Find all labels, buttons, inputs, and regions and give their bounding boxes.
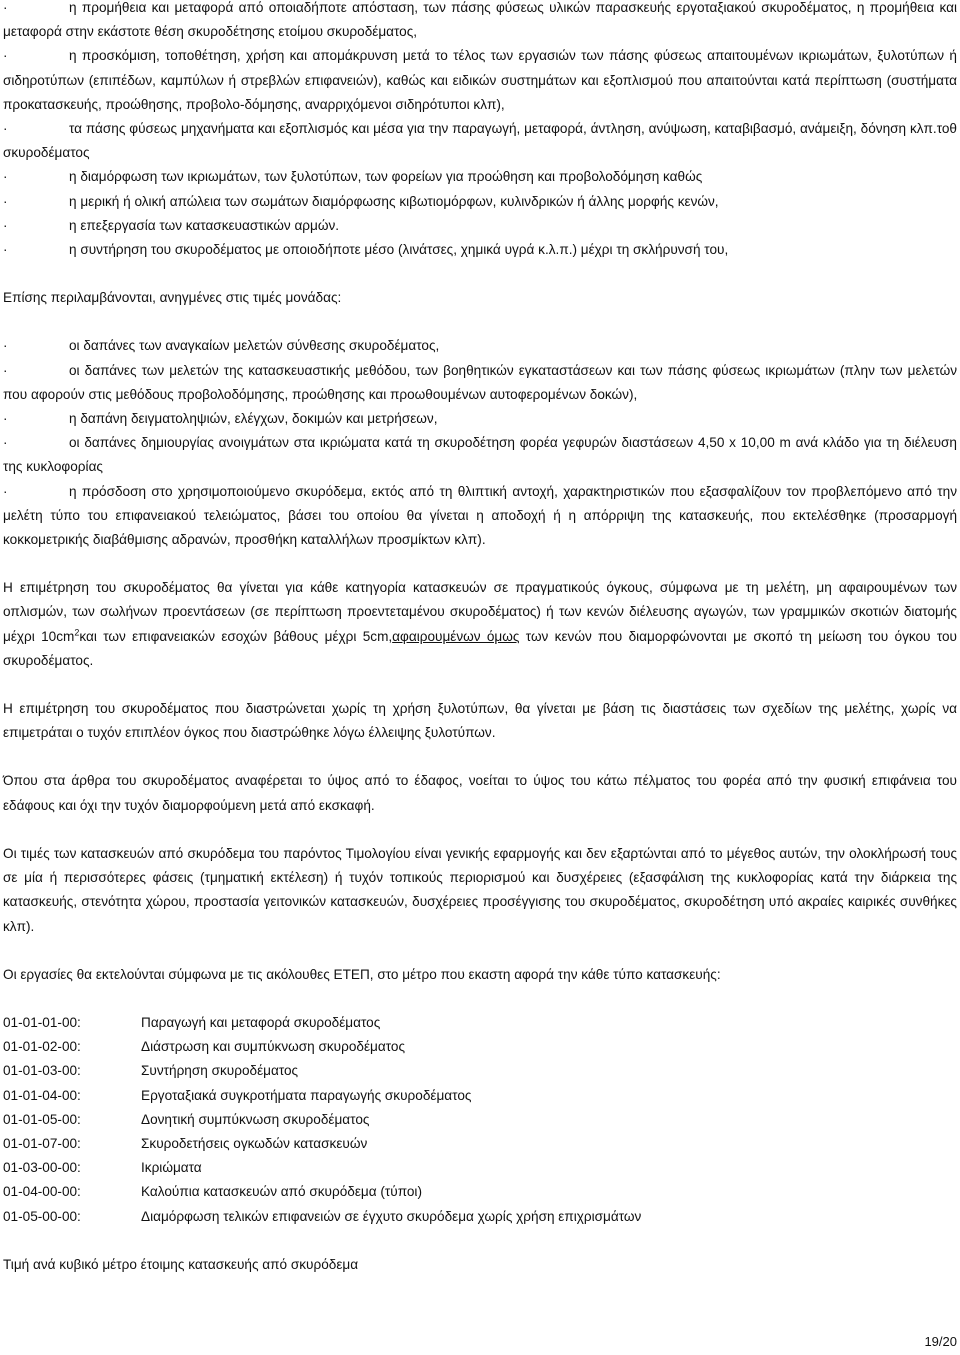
etep-code: 01-01-04-00:: [3, 1087, 81, 1103]
measurement-paragraph-3: Όπου στα άρθρα του σκυροδέματος αναφέρεται το ύψος από το έδαφος, νοείται το ύψος του κάτω πέλματος του φορέα από την φυσική επιφάνεια του εδάφους και όχι την τυχόν διαμορφούμενη μετά από εκσκαφή.: [3, 773, 957, 813]
list-item: · η συντήρηση του σκυροδέματος με οποιοδήποτε μέσο (λινάτσες, χημικά υγρά κ.λ.π.) μέχρι τη σκλήρυνσή του,: [3, 238, 957, 262]
etep-title: Συντήρηση σκυροδέματος: [141, 1063, 299, 1079]
etep-title: Ικριώματα: [141, 1160, 202, 1176]
etep-title: Διαμόρφωση τελικών επιφανειών σε έγχυτο σκυρόδεμα χωρίς χρήση επιχρισμάτων: [141, 1208, 642, 1224]
intro-included: Επίσης περιλαμβάνονται, ανηγμένες στις τιμές μονάδας:: [3, 290, 342, 306]
etep-intro: Οι εργασίες θα εκτελούνται σύμφωνα με τις ακόλουθες ΕΤΕΠ, στο μέτρο που εκαστη αφορά την κάθε τύπο κατασκευής:: [3, 966, 721, 982]
bullet-dot-icon: ·: [3, 435, 8, 451]
list-item: · οι δαπάνες των αναγκαίων μελετών σύνθεσης σκυροδέματος,: [3, 334, 957, 358]
bullet-dot-icon: ·: [3, 242, 8, 258]
list-item: [3, 1059, 960, 1083]
spacer: [0, 818, 960, 842]
list-item: · η δαπάνη δειγματοληψιών, ελέγχων, δοκιμών και μετρήσεων,: [3, 407, 957, 431]
list-item: · τα πάσης φύσεως μηχανήματα και εξοπλισμός και μέσα για την παραγωγή, μεταφορά, άντληση, ανύψωση, καταβιβασμό, ανάμειξη, δόνηση κλπ.τοθ σκυροδέματος: [3, 117, 957, 165]
etep-title: Σκυροδετήσεις ογκωδών κατασκευών: [141, 1135, 368, 1151]
list-item: · η επεξεργασία των κατασκευαστικών αρμών.: [3, 214, 957, 238]
bullet-dot-icon: ·: [3, 411, 8, 427]
etep-title: Παραγωγή και μεταφορά σκυροδέματος: [141, 1014, 381, 1030]
list-item: [3, 1035, 960, 1059]
list-item: [3, 1084, 960, 1108]
list-item: · οι δαπάνες των μελετών της κατασκευαστικής μεθόδου, των βοηθητικών εγκαταστάσεων και των πάσης φύσεως ικριωμάτων (πλην των μελετών που αφορούν στις μεθόδους προβολοδόμησης, προώθησης και προωθουμένων αυτοφερομένων δοκών),: [3, 359, 957, 407]
etep-code: 01-03-00-00:: [3, 1160, 81, 1176]
list-item: · η διαμόρφωση των ικριωμάτων, των ξυλοτύπων, των φορείων για προώθηση και προβολοδόμηση καθώς: [3, 165, 957, 189]
list-item: [3, 1205, 960, 1229]
bullet-dot-icon: ·: [3, 483, 8, 499]
etep-title: Διάστρωση και συμπύκνωση σκυροδέματος: [141, 1039, 406, 1055]
spacer: [0, 745, 960, 769]
bullet-dot-icon: ·: [3, 48, 8, 64]
measurement-paragraph-2: Η επιμέτρηση του σκυροδέματος που διαστρώνεται χωρίς τη χρήση ξυλοτύπων, θα γίνεται με βάση τις διαστάσεις των σχεδίων της μελέτης, χωρίς να επιμετράται ο τυχόν επιπλέον όγκος που διαστρώθηκε λόγω έλλειψης ξυλοτύπων.: [3, 701, 957, 741]
bullet-dot-icon: ·: [3, 121, 8, 137]
spacer: [0, 262, 960, 286]
etep-code: 01-04-00-00:: [3, 1184, 81, 1200]
bullet-list-top: [3, 0, 957, 262]
spacer: [0, 552, 960, 576]
etep-code: 01-05-00-00:: [3, 1208, 81, 1224]
prices-paragraph: Οι τιμές των κατασκευών από σκυρόδεμα του παρόντος Τιμολογίου είναι γενικής εφαρμογής και δεν εξαρτώνται από το μέγεθος αυτών, την ολοκλήρωσή τους σε μία ή περισσότερες φάσεις (τμηματική εκτέλεση) ή τυχόν τοπικούς περιορισμού και δυσχέρειες (εξασφάλιση της κυκλοφορίας κατά την διάρκεια της κατασκευής, στενότητα χώρου, προστασία γειτονικών κατασκευών, δυσχέρειες προσέγγισης του σκυροδέματος, σκυροδέτηση υπό ακραίες καιρικές συνθήκες κλπ).: [3, 845, 957, 934]
list-item: [3, 1180, 960, 1204]
measurement-paragraph-1: Η επιμέτρηση του σκυροδέματος θα γίνεται για κάθε κατηγορία κατασκευών σε πραγματικούς όγκους, σύμφωνα με τη μελέτη, μη αφαιρουμένων των οπλισμών, των σωλήνων προεντάσεων (σε περίπτωση προεντεταμένου σκυροδέματος) ή των κενών διέλευσης αγωγών, των γραμμικών σκοτιών διατομής μέχρι $10cm^2\kappa\alpha\iota$ των επιφανειακών εσοχών βάθους μέχρι 5cm,αφαιρουμένων όμως των κενών που διαμορφώνονται με σκοπό τη μείωση του όγκου του σκυροδέματος.: [3, 580, 957, 668]
bullet-dot-icon: ·: [3, 217, 8, 233]
bullet-list-included: [3, 334, 957, 552]
list-item: [3, 1108, 960, 1132]
page-number: 19/20: [924, 1334, 957, 1349]
bullet-dot-icon: ·: [3, 0, 8, 15]
etep-title: Δονητική συμπύκνωση σκυροδέματος: [141, 1111, 370, 1127]
bullet-dot-icon: ·: [3, 169, 8, 185]
etep-code: 01-01-03-00:: [3, 1063, 81, 1079]
list-item: · η πρόσδοση στο χρησιμοποιούμενο σκυρόδεμα, εκτός από τη θλιπτική αντοχή, χαρακτηριστικών που εξασφαλίζουν τον προβλεπόμενο από την μελέτη τύπο του επιφανειακού τελειώματος, βάσει του οποίου θα γίνεται η αποδοχή ή η απόρριψη της κατασκευής, που εκτελέσθηκε (προσαρμογή κοκκομετρικής διαβάθμισης αδρανών, προσθήκη καταλλήλων προσμίκτων κλπ).: [3, 480, 957, 553]
list-item: [3, 1011, 960, 1035]
closing-line: Τιμή ανά κυβικό μέτρο έτοιμης κατασκευής από σκυρόδεμα: [3, 1256, 359, 1272]
etep-title: Καλούπια κατασκευών από σκυρόδεμα (τύποι): [141, 1184, 422, 1200]
spacer: [0, 310, 960, 334]
bullet-dot-icon: ·: [3, 338, 8, 354]
list-item: [3, 1132, 960, 1156]
list-item: [3, 1156, 960, 1180]
etep-code: 01-01-05-00:: [3, 1111, 81, 1127]
etep-code: 01-01-07-00:: [3, 1135, 81, 1151]
etep-code: 01-01-01-00:: [3, 1014, 81, 1030]
list-item: · η μερική ή ολική απώλεια των σωμάτων διαμόρφωσης κιβωτιομόρφων, κυλινδρικών ή άλλης μορφής κενών,: [3, 190, 957, 214]
bullet-dot-icon: ·: [3, 193, 8, 209]
spacer: [0, 987, 960, 1011]
list-item: · οι δαπάνες δημιουργίας ανοιγμάτων στα ικριώματα κατά τη σκυροδέτηση φορέα γεφυρών διαστάσεων 4,50 x 10,00 m ανά κλάδο για τη διέλευση της κυκλοφορίας: [3, 431, 957, 479]
spacer: [0, 1229, 960, 1253]
list-item: · η προσκόμιση, τοποθέτηση, χρήση και απομάκρυνση μετά το τέλος των εργασιών των πάσης φύσεως απαιτουμένων ικριωμάτων, ξυλοτύπων ή σιδηροτύπων (επιπέδων, καμπύλων ή στρεβλών επιφανειών), καθώς και ειδικών συστημάτων και εξοπλισμού που απαιτούνται κατά περίπτωση (συστήματα προκατασκευής, προώθησης, προβολο-δόμησης, αναρριχόμενοι σιδηρότυποι κλπ),: [3, 44, 957, 117]
list-item: · η προμήθεια και μεταφορά από οποιαδήποτε απόσταση, των πάσης φύσεως υλικών παρασκευής εργοταξιακού σκυροδέματος, η προμήθεια και μεταφορά στην εκάστοτε θέση σκυροδέτησης ετοίμου σκυροδέματος,: [3, 0, 957, 44]
etep-title: Εργοταξιακά συγκροτήματα παραγωγής σκυροδέματος: [141, 1087, 472, 1103]
etep-code: 01-01-02-00:: [3, 1039, 81, 1055]
bullet-dot-icon: ·: [3, 362, 8, 378]
spacer: [0, 939, 960, 963]
spacer: [0, 673, 960, 697]
etep-list: [3, 1011, 960, 1229]
